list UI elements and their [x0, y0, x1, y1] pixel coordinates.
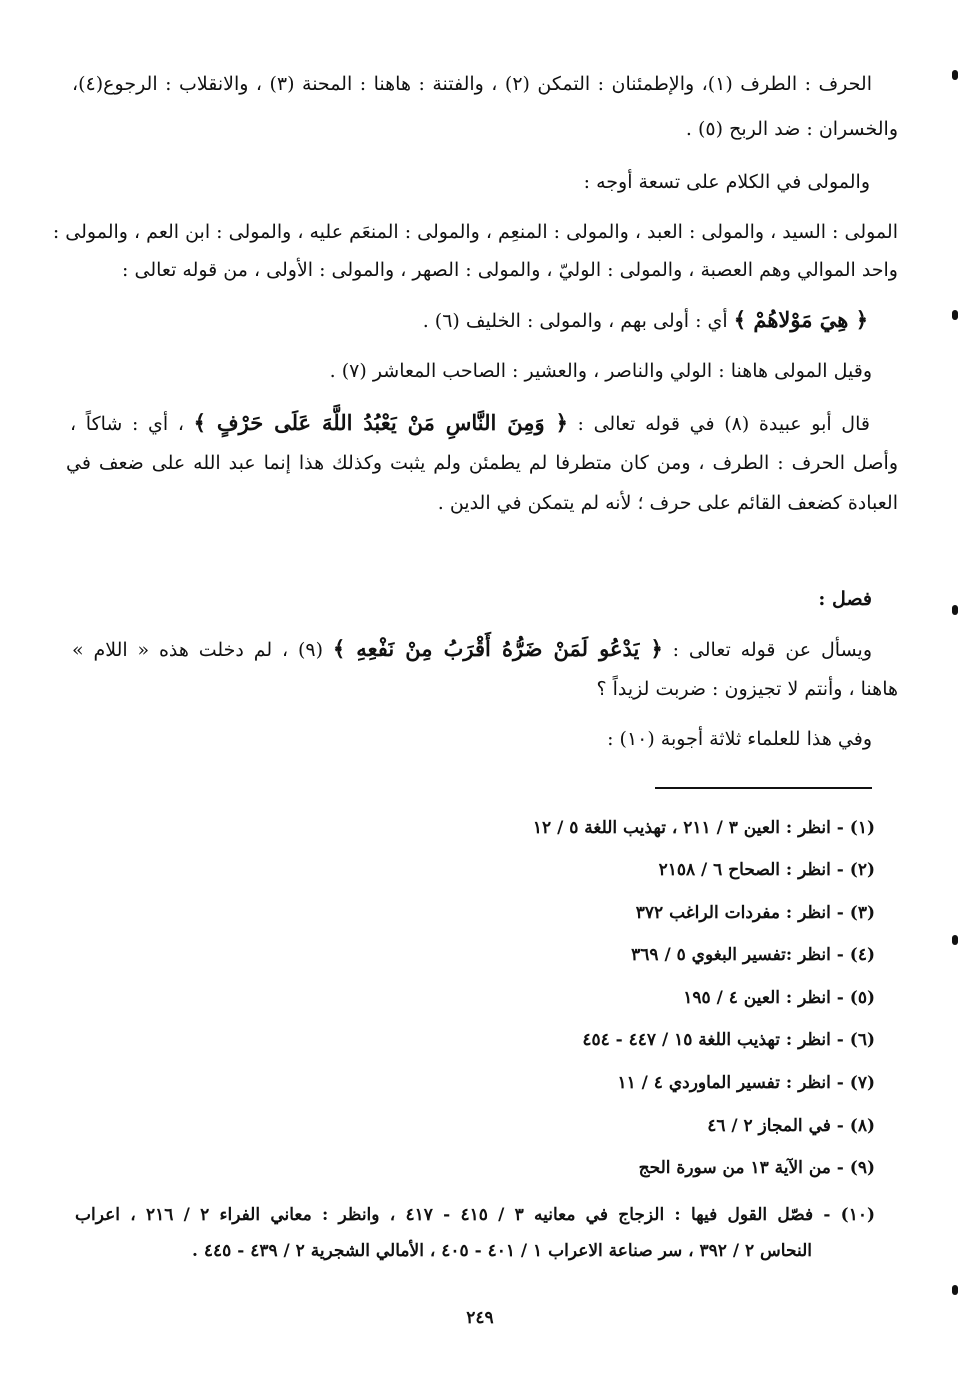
- body-line: هاهنا ، وأنتم لا تجيزون : ضربت لزيداً ؟: [596, 678, 898, 700]
- scan-mark: [952, 935, 958, 945]
- scan-mark: [952, 70, 958, 80]
- body-text: ويسأل عن قوله تعالى :: [672, 639, 872, 661]
- scan-mark: [952, 605, 958, 615]
- page-number: ٢٤٩: [466, 1308, 494, 1328]
- quran-verse-line: [72, 636, 872, 663]
- footnote-separator: [655, 787, 872, 789]
- body-line: وفي هذا للعلماء ثلاثة أجوبة (١٠) :: [607, 728, 872, 750]
- footnote: (٥) - انظر : العين ٤ / ١٩٥: [683, 988, 875, 1008]
- section-heading: فصل :: [818, 588, 872, 610]
- footnote: (٩) - من الآية ١٣ من سورة الحج: [638, 1158, 875, 1178]
- body-line: الحرف : الطرف (١)، والإطمئنان : التمكن (٢) ، والفتنة : هاهنا : المحنة (٣) ، والانقلاب : الرجوع(٤)،: [72, 73, 872, 95]
- body-text: (٩) ، لم دخلت هذه « اللام »: [72, 639, 324, 661]
- body-line: المولى : السيد ، والمولى : العبد ، والمولى : المنعِم ، والمولى : المنعَم عليه ، والمولى : ابن العم ، والمولى :: [52, 221, 898, 243]
- body-text: ، أي : شاكاً ،: [70, 413, 184, 435]
- body-line: والمولى في الكلام على تسعة أوجه :: [583, 171, 870, 193]
- body-text: أي : أولى بهم ، والمولى : الخليف (٦) .: [422, 310, 728, 332]
- footnote: (١٠) - فصّل القول فيها : الزجاج في معانيه ٣ / ٤١٥ - ٤١٧ ، وانظر : معاني الفراء ٢ / ٢١٦ ، اعراب: [75, 1205, 876, 1225]
- scan-mark: [952, 1285, 958, 1295]
- footnote: (٢) - انظر : الصحاح ٦ / ٢١٥٨: [658, 860, 875, 880]
- footnote: (٤) - انظر :تفسير البغوي ٥ / ٣٦٩: [631, 945, 875, 965]
- footnote: (٧) - انظر : تفسير الماوردي ٤ / ١١: [617, 1073, 875, 1093]
- body-text: قال أبو عبيدة (٨) في قوله تعالى :: [577, 413, 870, 435]
- footnote: (٦) - انظر : تهذيب اللغة ١٥ / ٤٤٧ - ٤٥٤: [582, 1030, 875, 1050]
- quran-verse-line: [70, 410, 870, 437]
- footnote: (١) - انظر : العين ٣ / ٢١١ ، تهذيب اللغة ٥ / ١٢: [532, 818, 875, 838]
- footnote-continuation: النحاس ٢ / ٣٩٢ ، سر صناعة الاعراب ١ / ٤٠١ - ٤٠٥ ، الأمالي الشجرية ٢ / ٤٣٩ - ٤٤٥ .: [192, 1241, 812, 1261]
- quran-verse-line: [423, 307, 868, 334]
- body-line: وأصل الحرف : الطرف ، ومن كان متطرفا لم يطمئن ولم يثبت وكذلك هذا إنما عبد الله على ضعف في: [66, 452, 898, 474]
- quran-quote: ﴿ وَمِنَ النَّاسِ مَنْ يَعْبُدُ اللَّهَ عَلَى حَرْفٍ ﴾: [193, 410, 568, 435]
- footnote: (٨) - في المجاز ٢ / ٤٦: [707, 1116, 875, 1136]
- body-line: والخسران : ضد الربح (٥) .: [685, 118, 898, 140]
- body-line: واحد الموالي وهم العصبة ، والمولى : الوليّ ، والمولى : الصهر ، والمولى : الأولى ، من قوله تعالى :: [122, 259, 898, 281]
- footnote: (٣) - انظر : مفردات الراغب ٣٧٢: [635, 903, 875, 923]
- body-line: وقيل المولى هاهنا : الولي والناصر ، والعشير : الصاحب المعاشر (٧) .: [329, 360, 872, 382]
- quran-quote: ﴿ هِيَ مَوْلاهُمْ ﴾: [733, 307, 868, 332]
- body-line: العبادة كضعف القائم على حرف ؛ لأنه لم يتمكن في الدين .: [437, 492, 898, 514]
- scan-mark: [952, 310, 958, 320]
- quran-quote: ﴿ يَدْعُو لَمَنْ ضَرُّهُ أَقْرَبُ مِنْ نَفْعِهِ ﴾: [332, 636, 663, 661]
